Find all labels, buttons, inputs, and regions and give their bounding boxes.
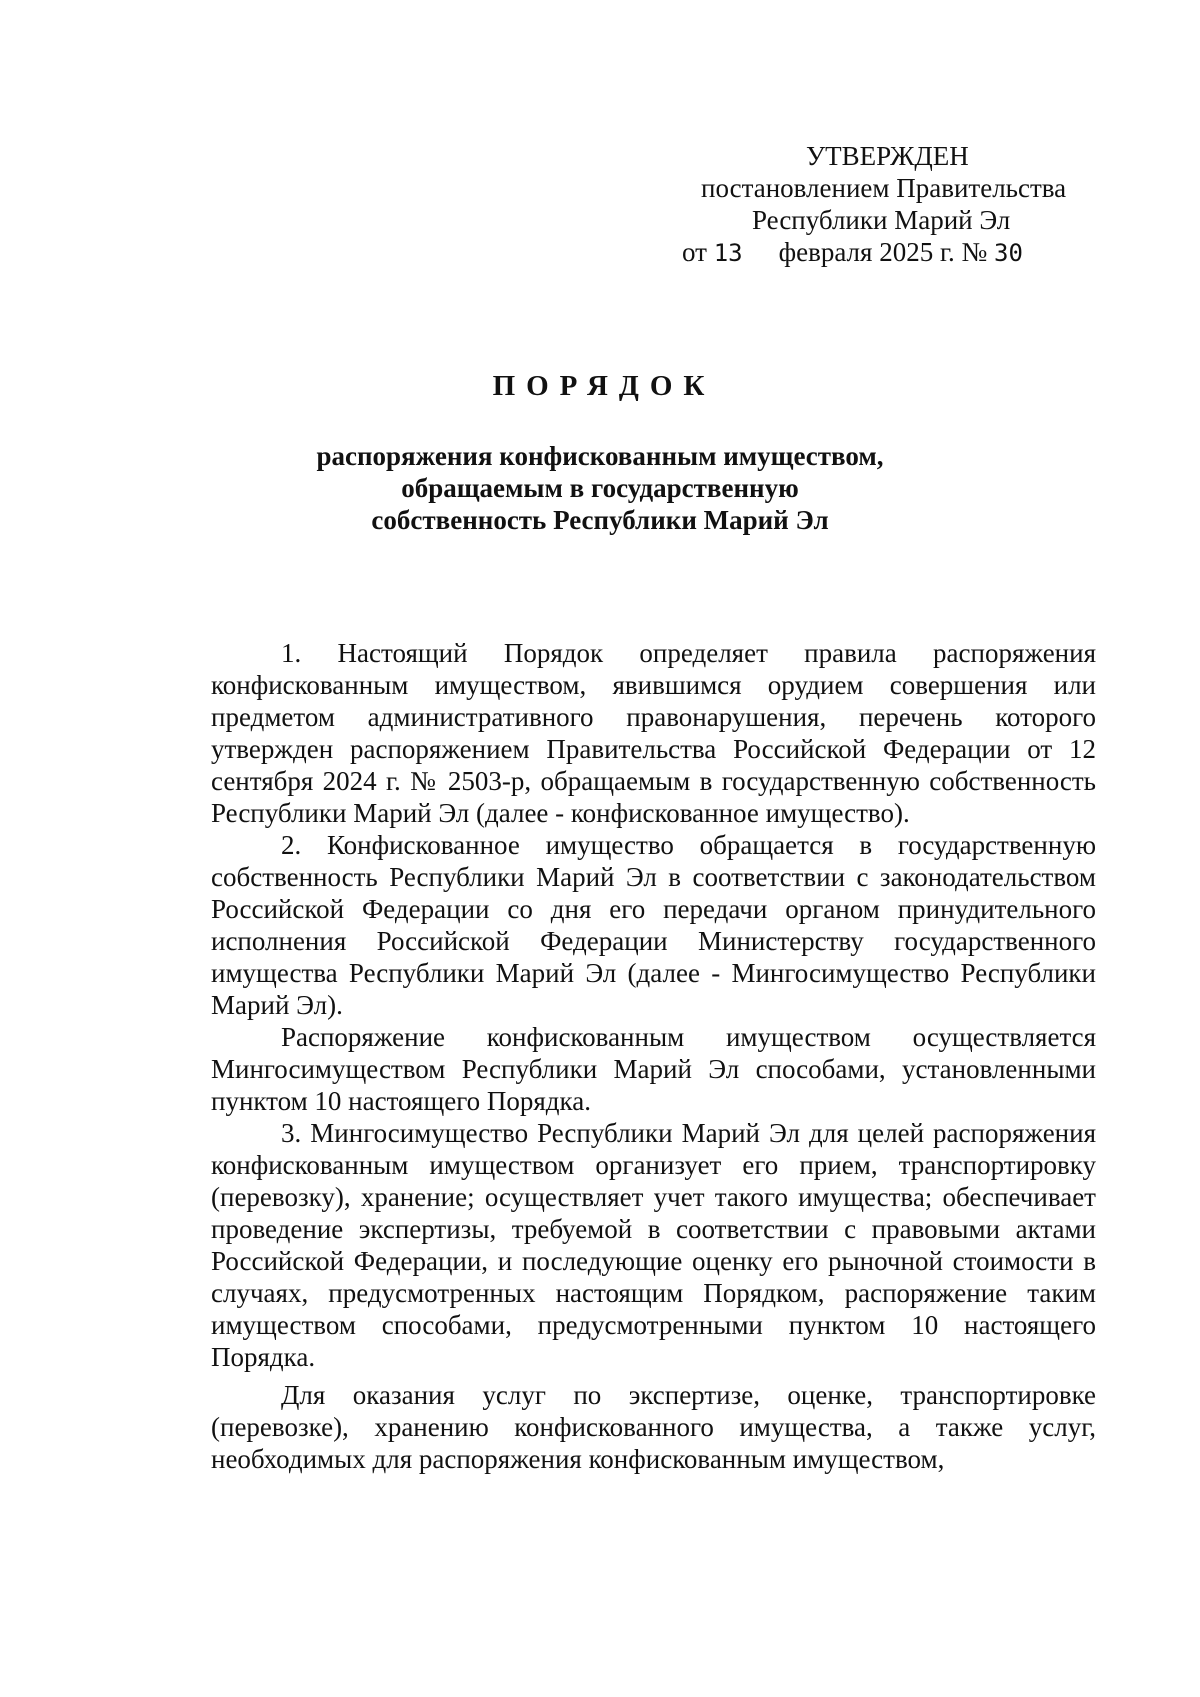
document-subtitle xyxy=(0,440,1200,536)
paragraph-2: 2. Конфискованное имущество обращается в государственную собственность Республики Марий Эл в соответствии с законодательством Российской Федерации со дня его передачи органом принудительного исполнения Российской Федерации Министерству государственного имущества Республики Марий Эл (далее - Мингосимущество Республики Марий Эл). xyxy=(211,830,1096,1020)
approval-date-prefix: от xyxy=(682,237,707,267)
approval-date-line xyxy=(640,236,1100,269)
paragraph-3: 3. Мингосимущество Республики Марий Эл для целей распоряжения конфискованным имуществом организует его прием, транспортировку (перевозку), хранение; осуществляет учет такого имущества; обеспечивает проведение экспертизы, требуемой в соответствии с правовыми актами Российской Федерации, и последующие оценку его рыночной стоимости в случаях, предусмотренных настоящим Порядком, распоряжение таким имуществом способами, предусмотренными пунктом 10 настоящего Порядка. xyxy=(211,1118,1096,1372)
approval-month-year: февраля 2025 г. № xyxy=(778,237,988,267)
approval-number: 30 xyxy=(994,239,1023,267)
subtitle-line-1: распоряжения конфискованным имуществом, xyxy=(316,441,884,471)
subtitle-line-2: обращаемым в государственную xyxy=(401,473,799,503)
paragraph-1: 1. Настоящий Порядок определяет правила распоряжения конфискованным имуществом, явившимся орудием совершения или предметом административного правонарушения, перечень которого утвержден распоряжением Правительства Российской Федерации от 12 сентября 2024 г. № 2503-р, обращаемым в государственную собственность Республики Марий Эл (далее - конфискованное имущество). xyxy=(211,638,1096,828)
approval-line-resolution: постановлением Правительства xyxy=(701,173,1067,203)
document-title: ПОРЯДОК xyxy=(492,370,716,402)
paragraph-3-continuation: Для оказания услуг по экспертизе, оценке, транспортировке (перевозке), хранению конфискованного имущества, а также услуг, необходимых для распоряжения конфискованным имуществом, xyxy=(211,1380,1096,1474)
approval-stamp xyxy=(640,140,1100,269)
document-body xyxy=(211,637,1096,1475)
paragraph-2-continuation: Распоряжение конфискованным имуществом осуществляется Мингосимуществом Республики Марий Эл способами, установленными пунктом 10 настоящего Порядка. xyxy=(211,1022,1096,1116)
approval-day: 13 xyxy=(713,239,743,267)
approval-line-republic: Республики Марий Эл xyxy=(752,205,1011,235)
subtitle-line-3: собственность Республики Марий Эл xyxy=(371,505,829,535)
approval-heading: УТВЕРЖДЕН xyxy=(806,141,969,171)
